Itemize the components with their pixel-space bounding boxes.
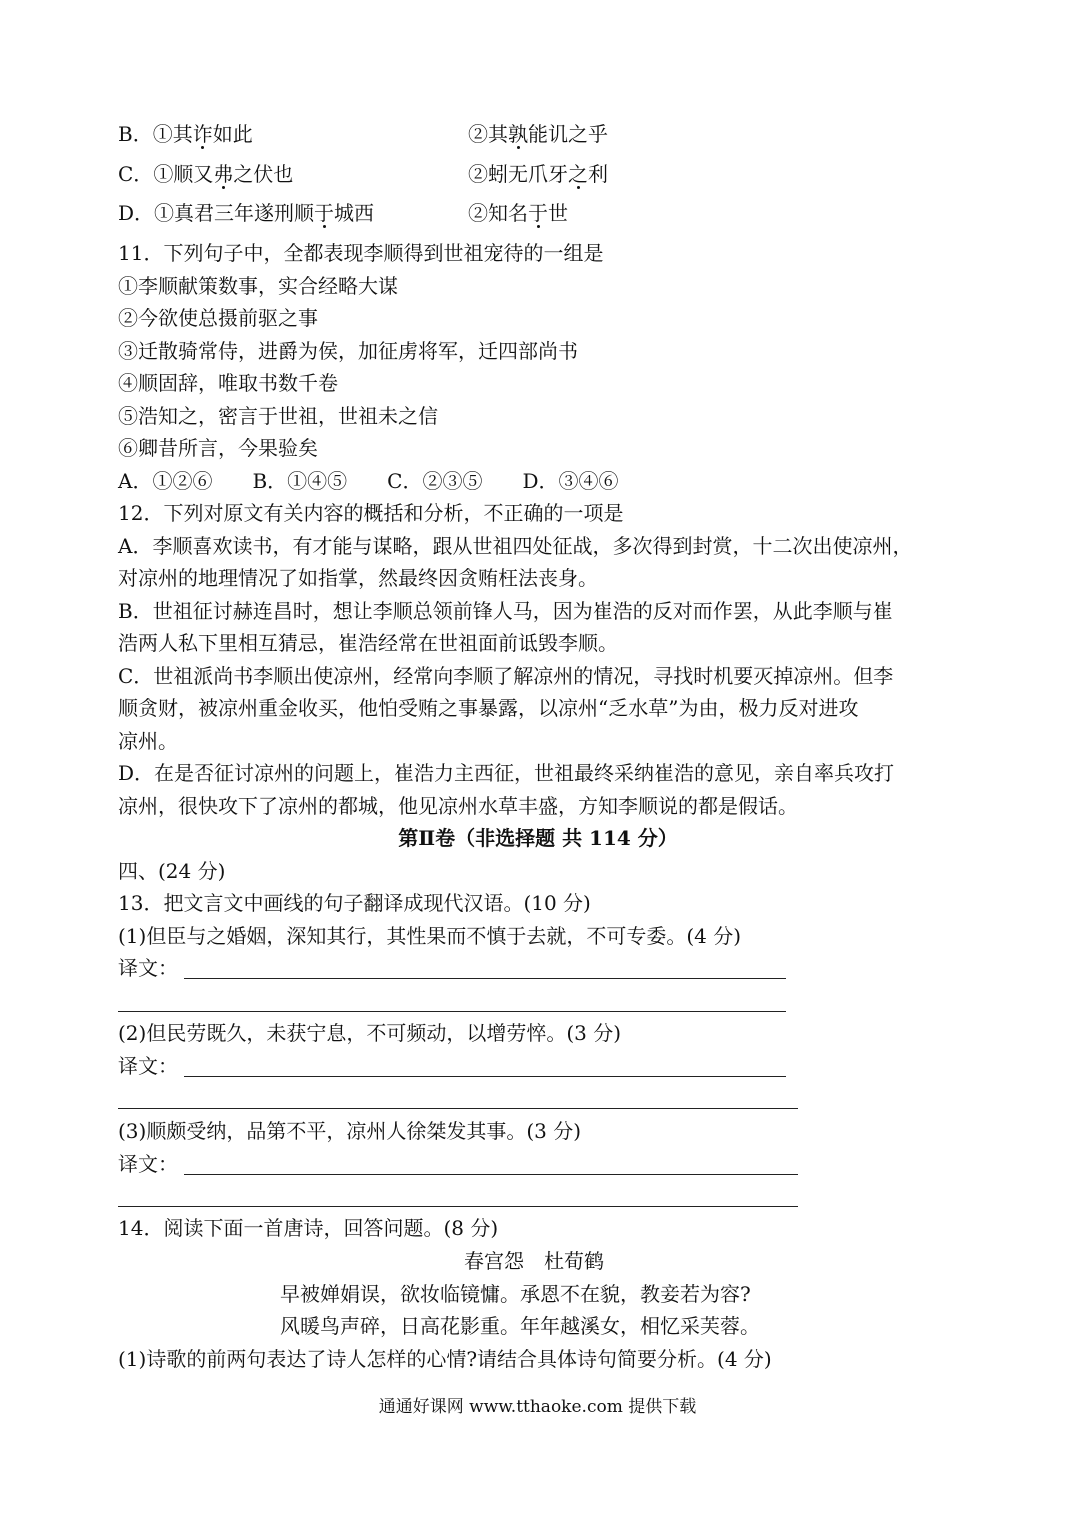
option-b-text: 利 <box>588 162 608 186</box>
q11-item: ⑥卿昔所言，今果验矣 <box>118 436 318 460</box>
answer-line[interactable] <box>184 1174 798 1175</box>
poem-line: 早被婵娟误，欲妆临镜慵。承恩不在貌，教妾若为容? <box>280 1282 751 1306</box>
q12-line: C．世祖派尚书李顺出使凉州，经常向李顺了解凉州的情况，寻找时机要灭掉凉州。但李 <box>118 664 894 688</box>
q10-option-c <box>118 160 608 188</box>
answer-line[interactable] <box>118 1206 798 1207</box>
q12-line: A．李顺喜欢读书，有才能与谋略，跟从世祖四处征战，多次得到封赏，十二次出使凉州， <box>118 534 913 558</box>
q11-item: ②今欲使总摄前驱之事 <box>118 306 318 330</box>
dotted-char: 诈 <box>192 122 213 146</box>
option-a-text: 城西 <box>334 201 375 225</box>
q10-option-d <box>118 199 568 227</box>
option-a-text: ①真君三年遂刑顺 <box>154 201 315 225</box>
q12-line: B．世祖征讨赫连昌时，想让李顺总领前锋人马，因为崔浩的反对而作罢，从此李顺与崔 <box>118 599 893 623</box>
answer-label: 译文： <box>118 956 178 980</box>
poem-title: 春宫怨 杜荀鹤 <box>464 1249 604 1273</box>
q13-sub-1: (1)但臣与之婚姻，深知其行，其性果而不慎于去就，不可专委。(4 分) <box>118 924 742 948</box>
dotted-char: 孰 <box>508 122 528 146</box>
answer-line[interactable] <box>118 1011 786 1012</box>
q11-choices <box>118 467 659 495</box>
q11-stem: 11．下列句子中，全都表现李顺得到世祖宠待的一组是 <box>118 241 604 265</box>
choice-c: C．②③⑤ <box>387 469 483 493</box>
q12-line: 顺贪财，被凉州重金收买，他怕受贿之事暴露，以凉州“乏水草”为由，极力反对进攻 <box>118 696 859 720</box>
option-b-text: 世 <box>548 201 568 225</box>
q12-line: D．在是否征讨凉州的问题上，崔浩力主西征，世祖最终采纳崔浩的意见，亲自率兵攻打 <box>118 761 895 785</box>
option-b-text: ②知名 <box>468 201 528 225</box>
page-footer: 通通好课网 www.tthaoke.com 提供下载 <box>378 1397 697 1417</box>
option-a-text: ①其 <box>152 122 193 146</box>
dotted-char: 之 <box>568 162 588 186</box>
option-label: D． <box>118 201 155 225</box>
part-four-heading: 四、(24 分) <box>118 859 226 883</box>
q12-line: 对凉州的地理情况了如指掌，然最终因贪贿枉法丧身。 <box>118 566 598 590</box>
q12-line: 凉州，很快攻下了凉州的都城，他见凉州水草丰盛，方知李顺说的都是假话。 <box>118 794 798 818</box>
option-b-text: 能讥之乎 <box>528 122 608 146</box>
answer-label: 译文： <box>118 1054 178 1078</box>
option-a-text: 之伏也 <box>233 162 294 186</box>
answer-line[interactable] <box>184 1076 786 1077</box>
option-b-text: ②其 <box>468 122 508 146</box>
poem-line: 风暖鸟声碎，日高花影重。年年越溪女，相忆采芙蓉。 <box>280 1314 760 1338</box>
option-b-text: ②蚓无爪牙 <box>468 162 568 186</box>
q10-option-b <box>118 120 608 148</box>
q13-sub-3: (3)顺颇受纳，品第不平，凉州人徐桀发其事。(3 分) <box>118 1119 582 1143</box>
q11-item: ③迁散骑常侍，进爵为侯，加征虏将军，迁四部尚书 <box>118 339 578 363</box>
option-a-text: ①顺又 <box>153 162 214 186</box>
dotted-char: 于 <box>528 201 548 225</box>
q13-stem: 13．把文言文中画线的句子翻译成现代汉语。(10 分) <box>118 891 591 915</box>
choice-b: B．①④⑤ <box>252 469 348 493</box>
option-label: B． <box>118 122 153 146</box>
answer-line[interactable] <box>118 1108 798 1109</box>
q12-line: 浩两人私下里相互猜忌，崔浩经常在世祖面前诋毁李顺。 <box>118 631 618 655</box>
q14-stem: 14．阅读下面一首唐诗，回答问题。(8 分) <box>118 1216 499 1240</box>
q12-line: 凉州。 <box>118 729 178 753</box>
choice-a: A．①②⑥ <box>118 469 213 493</box>
q12-stem: 12．下列对原文有关内容的概括和分析，不正确的一项是 <box>118 501 624 525</box>
dotted-char: 于 <box>314 201 335 225</box>
q11-item: ⑤浩知之，密言于世祖，世祖未之信 <box>118 404 438 428</box>
q14-sub-1: (1)诗歌的前两句表达了诗人怎样的心情?请结合具体诗句简要分析。(4 分) <box>118 1347 772 1371</box>
q11-item: ①李顺献策数事，实合经略大谋 <box>118 274 398 298</box>
section-title: 第Ⅱ卷（非选择题 共 114 分） <box>398 826 678 850</box>
option-label: C． <box>118 162 154 186</box>
q11-item: ④顺固辞，唯取书数千卷 <box>118 371 338 395</box>
answer-label: 译文： <box>118 1152 178 1176</box>
dotted-char: 弗 <box>213 162 234 186</box>
q13-sub-2: (2)但民劳既久，未获宁息，不可频动，以增劳悴。(3 分) <box>118 1021 622 1045</box>
option-a-text: 如此 <box>212 122 253 146</box>
answer-line[interactable] <box>184 978 786 979</box>
choice-d: D．③④⑥ <box>522 469 619 493</box>
